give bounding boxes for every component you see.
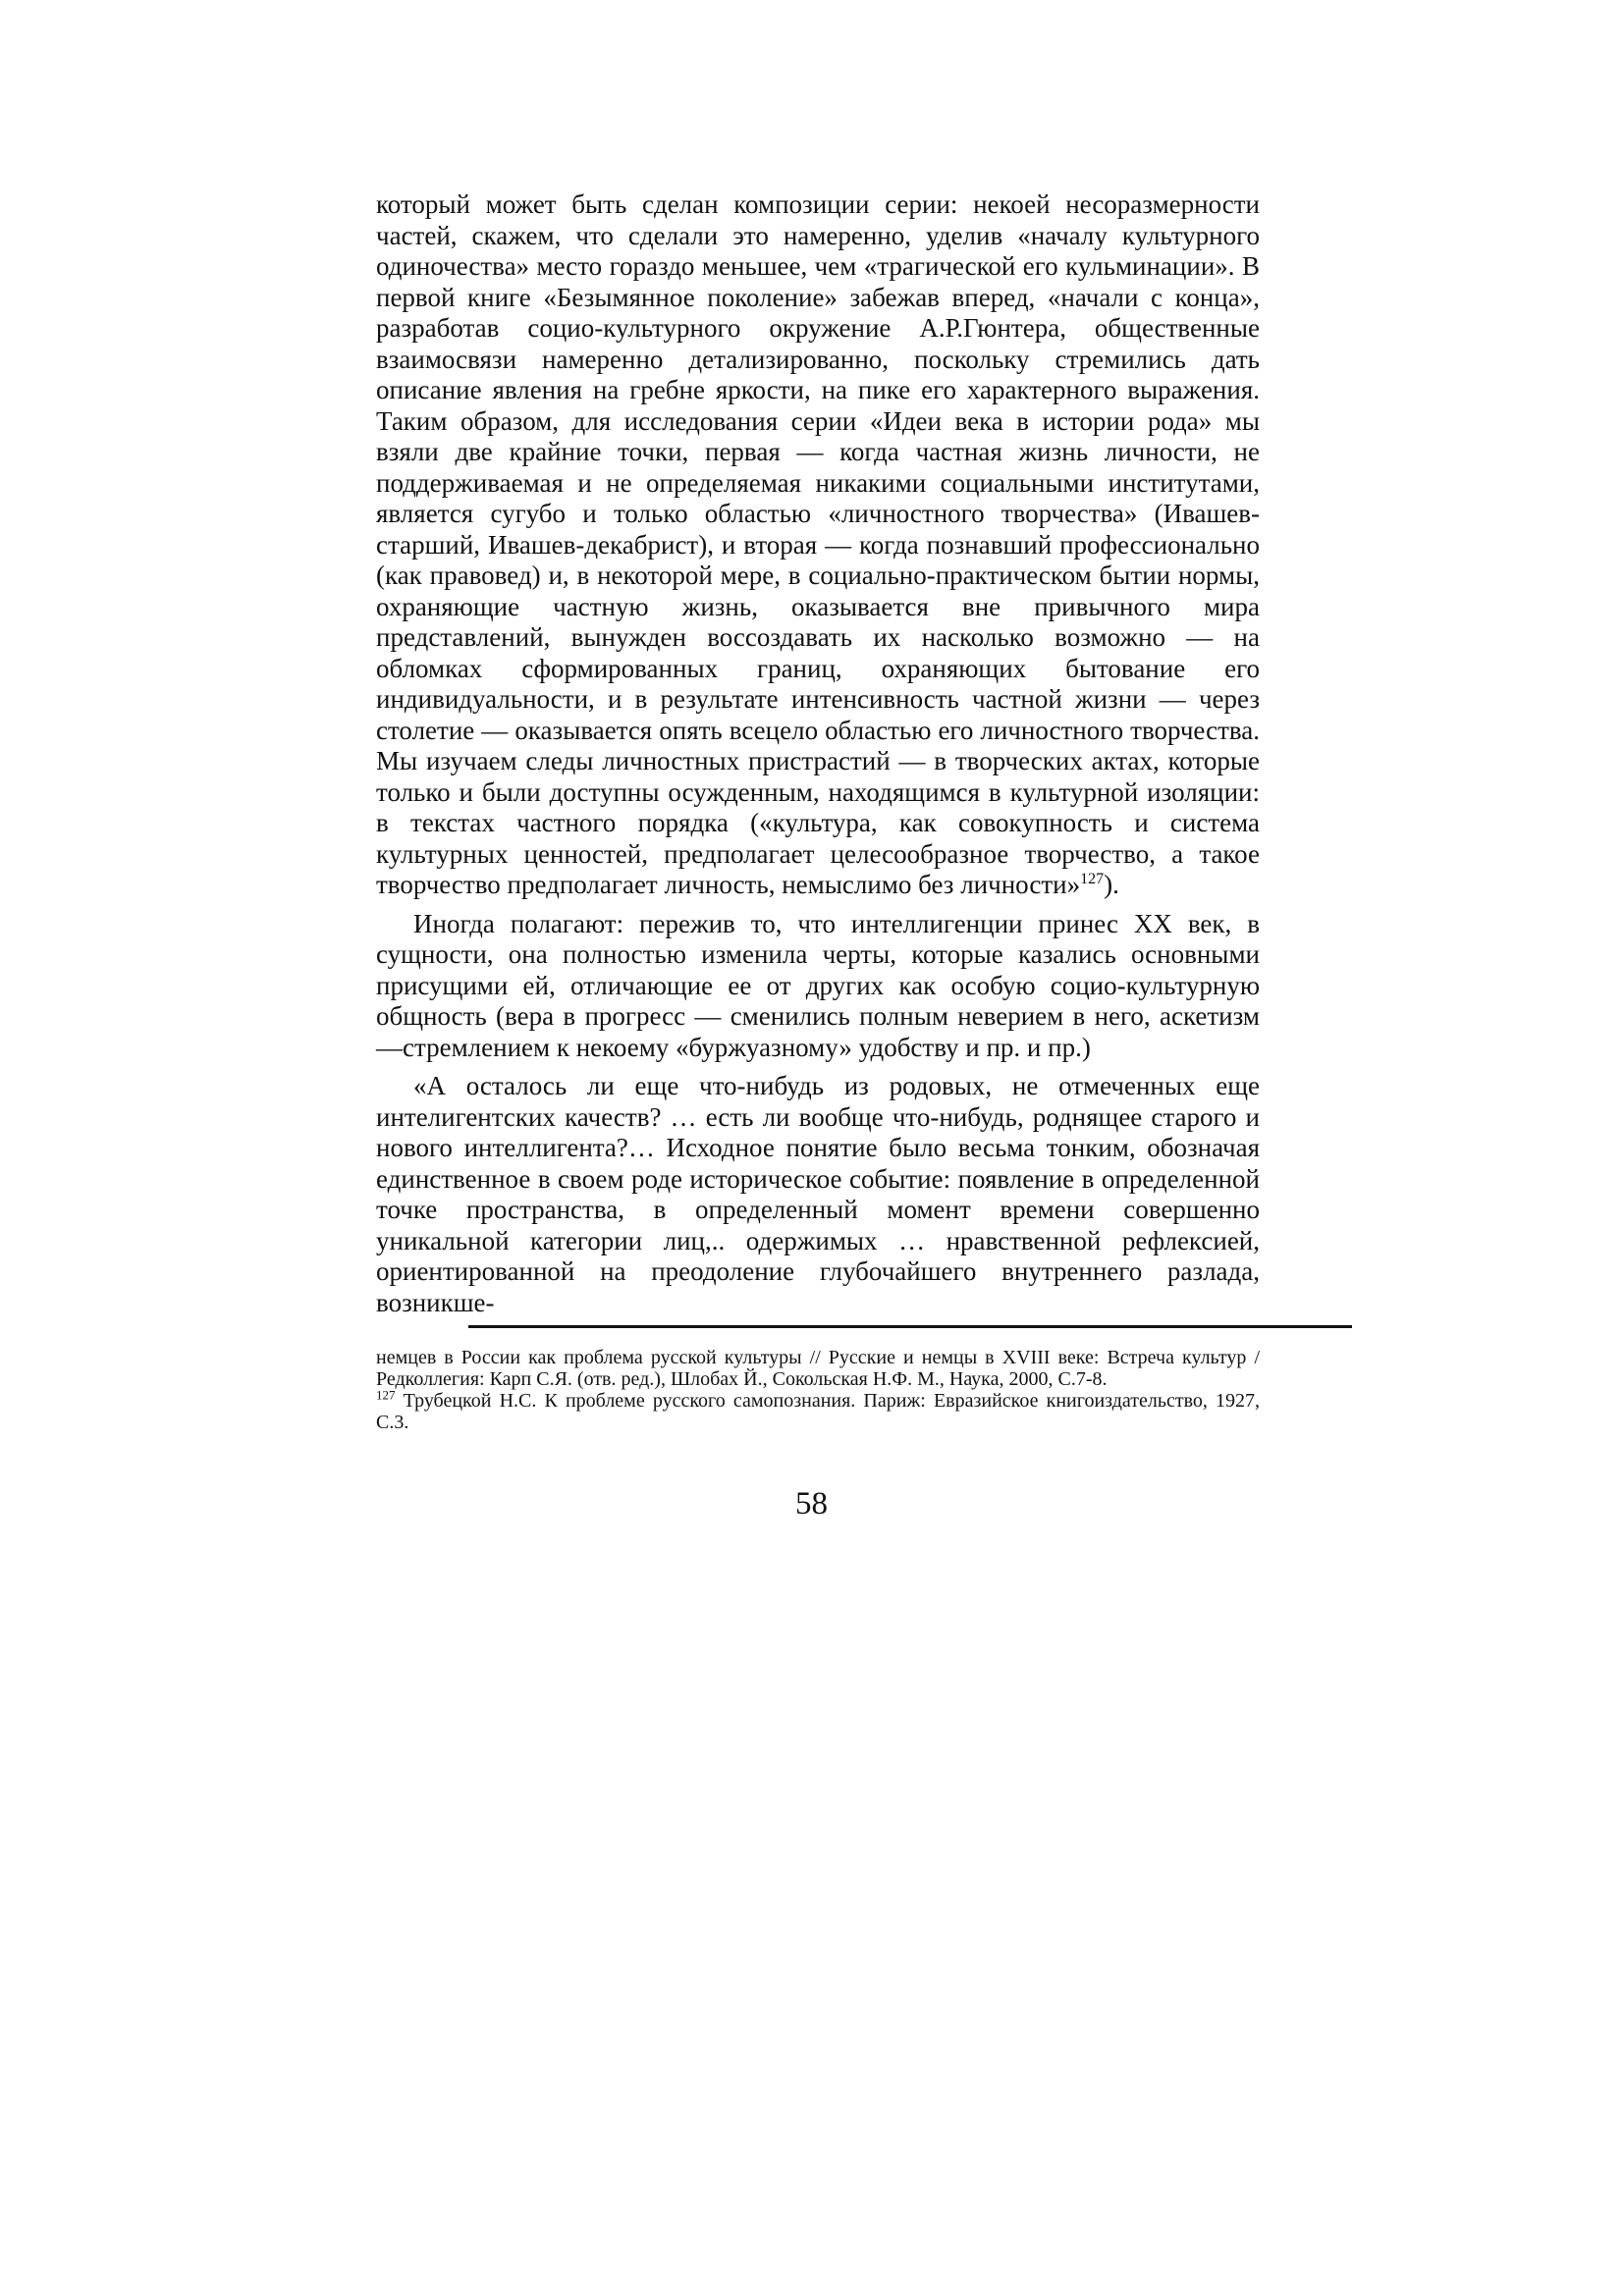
paragraph-2: Иногда полагают: пережив то, что интеллигенции принес XX век, в сущности, она полностью изменила черты, которые казались основными присущими ей, отличающие ее от других как особую социо-культурную общность (вера в прогресс — сменились полным неверием в него, аскетизм —стремлением к некоему «буржуазному» удобству и пр. и пр.) xyxy=(376,908,1260,1062)
paragraph-1 xyxy=(376,189,1260,901)
footnote-continued xyxy=(376,1347,1260,1390)
footnote-separator xyxy=(468,1325,1352,1328)
footnote-continued-text: немцев в России как проблема русской культуры // Русские и немцы в XVIII веке: Встреча культур / Редколлегия: Карп С.Я. (отв. ред.), Шлобах Й., Сокольская Н.Ф. М., Наука, 2000, С.7-8. xyxy=(376,1347,1260,1390)
page-number: 58 xyxy=(795,1486,828,1522)
footnote-number: 127 xyxy=(376,1387,396,1403)
footnotes xyxy=(376,1347,1260,1433)
paragraph-1-text: который может быть сделан композиции серии: некоей несоразмерности частей, скажем, что сделали это намеренно, уделив «началу культурного одиночества» место гораздо меньшее, чем «трагической его кульминации». В первой книге «Безымянное поколение» забежав вперед, «начали с конца», разработав социо-культурного окружение А.Р.Гюнтера, общественные взаимосвязи намеренно детализированно, поскольку стремились дать описание явления на гребне яркости, на пике его характерного выражения. Таким образом, для исследования серии «Идеи века в истории рода» мы взяли две крайние точки, первая — когда частная жизнь личности, не поддерживаемая и не определяемая никакими социальными институтами, является сугубо и только областью «личностного творчества» (Ивашев-старший, Ивашев-декабрист), и вторая — когда познавший профессионально (как правовед) и, в некоторой мере, в социально-практическом бытии нормы, охраняющие частную жизнь, оказывается вне привычного мира представлений, вынужден воссоздавать их насколько возможно — на обломках сформированных границ, охраняющих бытование его индивидуальности, и в результате интенсивность частной жизни — через столетие — оказывается опять всецело областью его личностного творчества. Мы изучаем следы личностных пристрастий — в творческих актах, которые только и были доступны осужденным, находящимся в культурной изоляции: в текстах частного порядка («культура, как совокупность и система культурных ценностей, предполагает целесообразное творчество, а такое творчество предполагает личность, немыслимо без личности» xyxy=(376,189,1260,899)
paragraph-1-tail: ). xyxy=(1104,870,1119,899)
main-text xyxy=(376,189,1260,1318)
footnote-127-text: Трубецкой Н.С. К проблеме русского самопознания. Париж: Евразийское книгоиздательство, 1927, С.3. xyxy=(376,1390,1260,1433)
footnote-reference-127: 127 xyxy=(1080,871,1105,887)
footnote-127 xyxy=(376,1387,1260,1433)
paragraph-3: «А осталось ли еще что-нибудь из родовых, не отмеченных еще интелигентских качеств? … есть ли вообще что-нибудь, роднящее старого и нового интеллигента?… Исходное понятие было весьма тонким, обозначая единственное в своем роде историческое событие: появление в определенной точке пространства, в определенный момент времени совершенно уникальной категории лиц,.. одержимых … нравственной рефлексией, ориентированной на преодоление глубочайшего внутреннего разлада, возникше- xyxy=(376,1071,1260,1317)
